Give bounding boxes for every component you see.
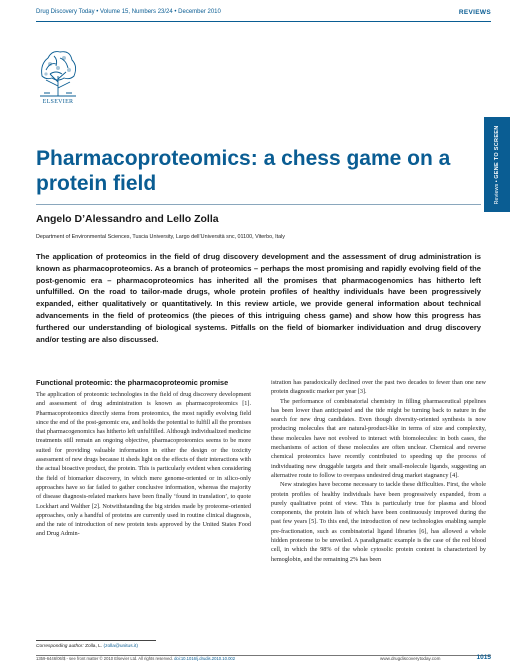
running-header xyxy=(36,9,491,22)
title-divider xyxy=(36,204,481,205)
sidebar-label: Reviews • GENE TO SCREEN xyxy=(494,125,500,205)
affiliation: Department of Environmental Sciences, Tuscia University, Largo dell’Università snc, 01100, Viterbo, Italy xyxy=(36,234,285,240)
body-column-left xyxy=(36,378,251,539)
corresponding-author: Corresponding author: Zolla, L. (zolla@unitus.it) xyxy=(36,644,138,649)
section-heading: Functional proteomic: the pharmacoproteomic promise xyxy=(36,378,229,387)
journal-citation: Drug Discovery Today • Volume 15, Numbers 23/24 • December 2010 xyxy=(36,9,221,15)
body-paragraph: New strategies have become necessary to tackle these difficulties. First, the whole protein profiles of healthy individuals have been progressively expanded, from a purely qualitative point of view. This is particularly true for plasma and blood components, the protein lists of which have been continuously improved during the past few years [5]. To this end, the introduction of new technologies enabling sample pre-fractionation, such as combinatorial ligand libraries [6], has allowed a whole hidden proteome to be unveiled. A paradigmatic example is the case of the red blood cell, in which the 98% of the whole cytosolic protein content is characterized by hemoglobin, and the remaining 2% has been xyxy=(271,481,486,563)
author-list: Angelo D’Alessandro and Lello Zolla xyxy=(36,213,219,225)
copyright-line: 1359-6446/06/$ - see front matter © 2010 Elsevier Ltd. All rights reserved. doi:10.1016/j.drudis.2010.10.002 xyxy=(36,656,236,661)
page-number: 1015 xyxy=(476,654,491,661)
body-paragraph: The application of proteomic technologies in the field of drug discovery development and assessment of drug administration is known as pharmacoproteomics [1]. Pharmacoproteomics directly stems from proteomics, the most rapidly evolving field since the end of the post-genomic era, and holds the potential to fulfill all the promises that pharmacogenomics has hitherto left unfulfilled. Although individualized medicine treatments still remain an ongoing objective, pharmacoproteomics seems to be more suited for providing valuable information in either the design or the toxicity assessment of new drugs because it sheds light on the effects of their interactions with the actual bioactive product, the protein. This is particularly evident when considering the field of biomarker discovery, in which mere genome-oriented or in silico-only approaches have so far failed to gather conclusive information, whereas the majority of disease diagnosis-related markers have been finally ‘found in translation’, to quote Lockhart and Walther [2]. Notwithstanding the big strides made by proteome-oriented approaches, only a handful of proteins are currently used in routine clinical diagnosis, and the rate of introduction of new protein tests approved by the United States Food and Drug Admin- xyxy=(36,391,251,538)
publisher-name: ELSEVIER xyxy=(42,99,74,105)
category-sidebar xyxy=(484,117,510,212)
body-paragraph: istration has paradoxically declined over the past two decades to fewer than one new protein diagnostic marker per year [3]. xyxy=(271,379,486,396)
body-column-right xyxy=(271,378,486,564)
journal-url-link[interactable]: www.drugdiscoverytoday.com xyxy=(380,656,441,661)
elsevier-tree-logo xyxy=(36,46,80,98)
footnote-divider xyxy=(36,640,156,641)
doi-link[interactable]: doi:10.1016/j.drudis.2010.10.002 xyxy=(174,656,236,661)
author-email-link[interactable]: (zolla@unitus.it) xyxy=(103,644,138,649)
abstract: The application of proteomics in the field of drug discovery development and the assessment of drug administration is known as pharmacoproteomics. As a branch of proteomics – perhaps the most promising and rapidly evolving field of the post-genomic era – pharmacoproteomics has inherited all the promises that pharmacogenomics has hitherto left unfulfilled. On the road to tailor-made drugs, whole protein profiles of healthy individuals have been progressively expanded, either qualitatively or quantitatively. In this review article, we provide general information about technical advancements in the field of proteomics (the pieces of this intriguing chess game) and show how this progress has furthered our understanding of biological systems. Pitfalls on the field of biomarker individuation and drug discovery and/or testing are also discussed. xyxy=(36,252,481,344)
article-title: Pharmacoproteomics: a chess game on a protein field xyxy=(36,147,451,195)
section-label: REVIEWS xyxy=(458,9,491,16)
body-paragraph: The performance of combinatorial chemistry in filling pharmaceutical pipelines has been lower than anticipated and the tide might be turning back to nature in the search for new drug candidates. Even though diversity-oriented synthesis is now producing molecules that are natural-product-like in terms of size and complexity, these molecules have not evolved to interact with biomolecules: in both cases, the mechanisms of action of these molecules are often unclear. Chemical and reverse chemical proteomics have recently contributed to speeding up the process of individuating new druggable targets and their small-molecule ligands, suggesting an alternative route to follow to overpass undesired drug market stagnancy [4]. xyxy=(271,397,486,479)
